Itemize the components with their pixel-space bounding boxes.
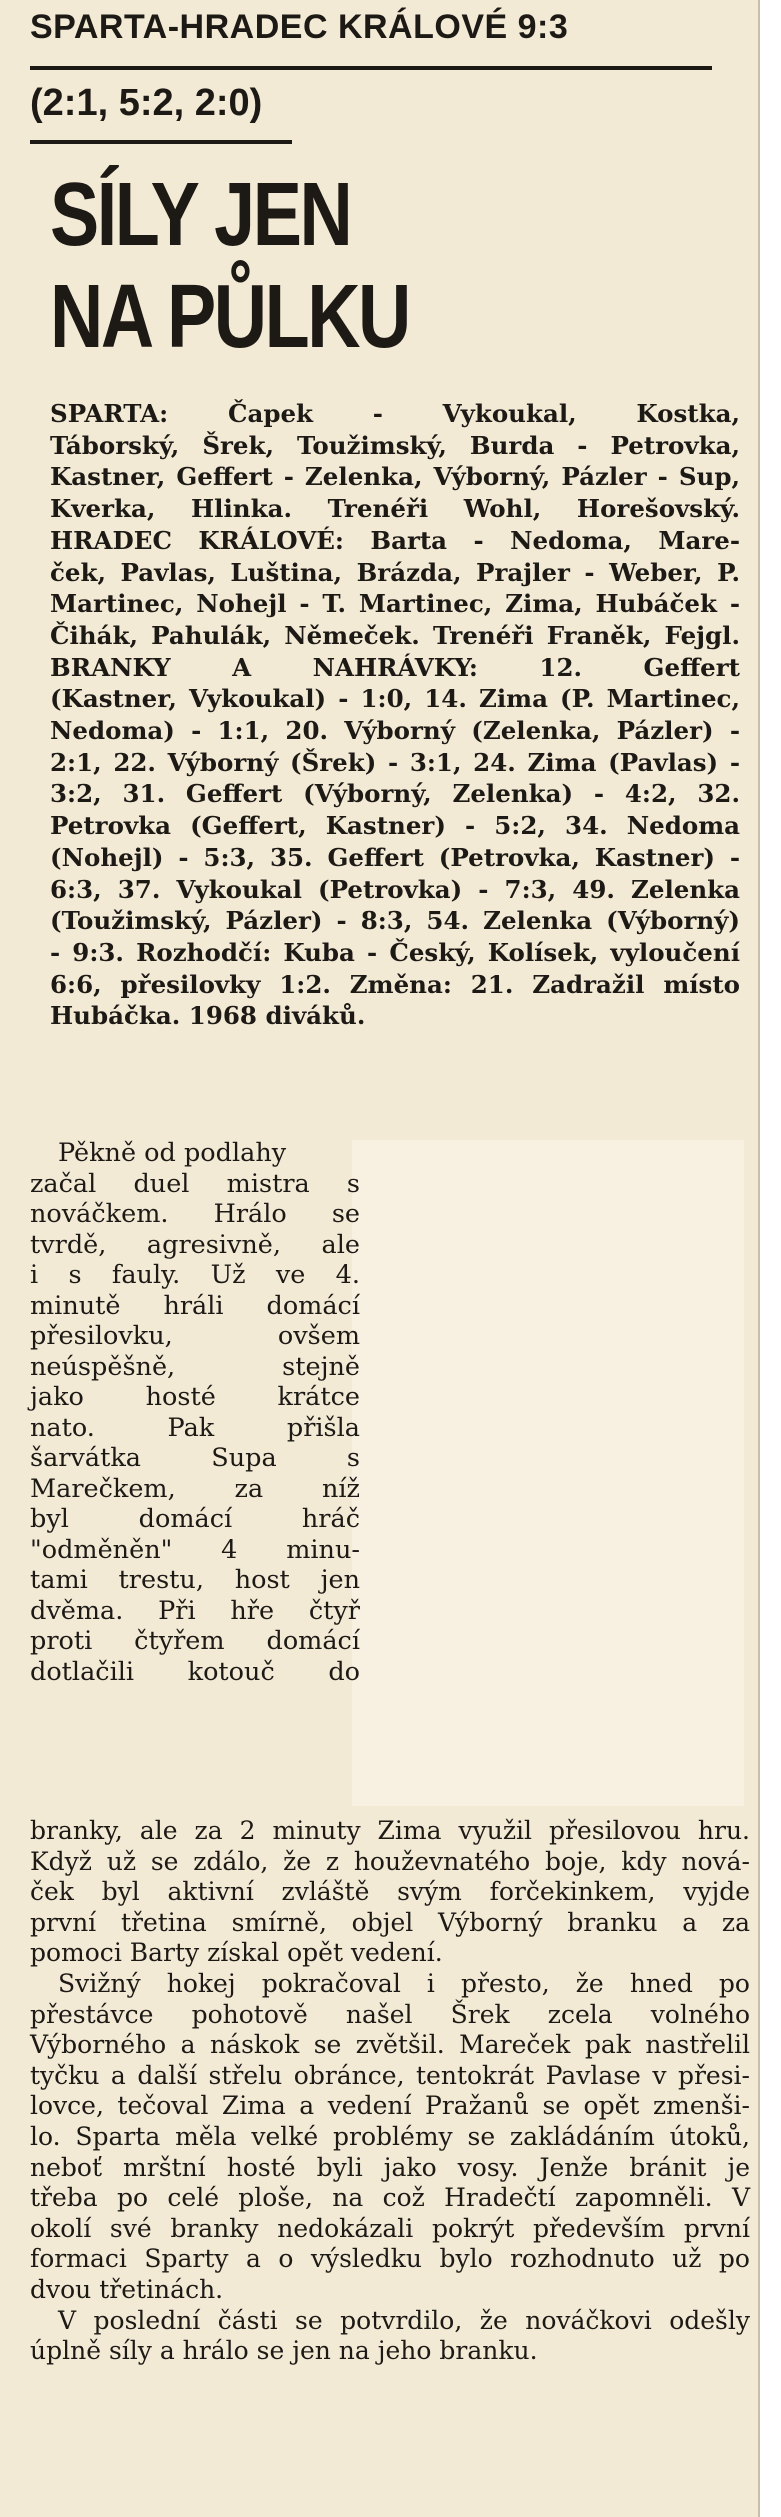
column-edge-line — [758, 0, 760, 2517]
body-line: tvrdě, agresivně, ale — [30, 1229, 360, 1260]
lineup-line: 6:3, 37. Vykoukal (Petrovka) - 7:3, 49. Zelenka — [50, 874, 740, 904]
body-line: dvěma. Při hře čtyř — [30, 1595, 360, 1626]
body-line: nováčkem. Hrálo se — [30, 1199, 360, 1229]
body-line: okolí své branky nedokázali pokrýt především první — [30, 2213, 750, 2243]
lineup-line: Nedoma) - 1:1, 20. Výborný (Zelenka, Pázler) - — [50, 716, 740, 746]
body-line: "odměněn" 4 minu- — [30, 1534, 360, 1565]
body-line: minutě hráli domácí — [30, 1290, 360, 1321]
lineup-line: (Nohejl) - 5:3, 35. Geffert (Petrovka, Kastner) - — [50, 842, 740, 872]
body-line: byl domácí hráč — [30, 1504, 360, 1534]
lineup-line: SPARTA: Čapek - Vykoukal, Kostka, — [50, 399, 740, 428]
lineup-line: HRADEC KRÁLOVÉ: Barta - Nedoma, Mare- — [50, 525, 740, 555]
lineup-line: Martinec, Nohejl - T. Martinec, Zima, Hubáček - — [50, 589, 740, 619]
body-line: tami trestu, host jen — [30, 1565, 360, 1595]
lineup-line: Petrovka (Geffert, Kastner) - 5:2, 34. Nedoma — [50, 811, 740, 841]
lineup-line: Táborský, Šrek, Toužimský, Burda - Petrovka, — [50, 430, 740, 460]
body-line: branky, ale za 2 minuty Zima využil přesilovou hru. — [30, 1816, 750, 1845]
period-rule — [30, 140, 292, 144]
body-line: Když už se zdálo, že z houževnatého boje, kdy nová- — [30, 1846, 750, 1876]
lineup-line: 6:6, přesilovky 1:2. Změna: 21. Zadražil místo — [50, 969, 740, 999]
page-edge — [760, 0, 781, 2517]
body-line: Marečkem, za níž — [30, 1473, 360, 1504]
body-line: i s fauly. Už ve 4. — [30, 1260, 360, 1290]
lineup-line: Čihák, Pahulák, Němeček. Trenéři Franěk, Fejgl. — [50, 620, 740, 650]
body-line: úplně síly a hrálo se jen na jeho branku. — [30, 2336, 538, 2366]
body-line: pomoci Barty získal opět vedení. — [30, 1938, 443, 1968]
lineup-line: - 9:3. Rozhodčí: Kuba - Český, Kolísek, vyloučení — [50, 937, 740, 967]
lineup-line: (Toužimský, Pázler) - 8:3, 54. Zelenka (Výborný) — [50, 906, 740, 936]
body-line: jako hosté krátce — [30, 1382, 360, 1412]
body-line: přesilovku, ovšem — [30, 1321, 360, 1351]
body-line: proti čtyřem domácí — [30, 1626, 360, 1656]
lineup-line: BRANKY A NAHRÁVKY: 12. Geffert — [50, 652, 740, 682]
lineup-line: Kastner, Geffert - Zelenka, Výborný, Pázler - Sup, — [50, 462, 740, 492]
article-body-narrow — [30, 1138, 360, 1687]
lineup-line: 3:2, 31. Geffert (Výborný, Zelenka) - 4:2, 32. — [50, 779, 740, 809]
body-line: lovce, tečoval Zima a vedení Pražanů se opět zmenši- — [30, 2091, 750, 2121]
body-line: přestávce pohotově našel Šrek zcela volného — [30, 1999, 750, 2029]
article-body-wide — [30, 1816, 750, 2367]
body-line: neboť mrštní hosté byli jako vosy. Jenže bránit je — [30, 2152, 750, 2182]
body-line: šarvátka Supa s — [30, 1443, 360, 1473]
body-line: začal duel mistra s — [30, 1168, 360, 1199]
body-line: první třetina smírně, objel Výborný branku a za — [30, 1907, 750, 1937]
lineup-line: 2:1, 22. Výborný (Šrek) - 3:1, 24. Zima (Pavlas) - — [50, 747, 740, 777]
body-line: nato. Pak přišla — [30, 1412, 360, 1443]
lineup-line: (Kastner, Vykoukal) - 1:0, 14. Zima (P. Martinec, — [50, 684, 740, 714]
lineup-line: Kverka, Hlinka. Trenéři Wohl, Horešovský. — [50, 494, 740, 524]
body-line: dotlačili kotouč do — [30, 1656, 360, 1687]
lineup-line: Hubáčka. 1968 diváků. — [50, 1001, 366, 1031]
lineup-line: ček, Pavlas, Luština, Brázda, Prajler - Weber, P. — [50, 557, 740, 587]
blank-photo-area — [352, 1140, 744, 1806]
body-line: Svižný hokej pokračoval i přesto, že hned po — [58, 1968, 750, 1998]
headline-line-2: NA PŮLKU — [50, 267, 409, 367]
period-scores: (2:1, 5:2, 2:0) — [30, 82, 263, 124]
lineups-and-goals — [50, 398, 740, 1032]
headline-line-1: SÍLY JEN — [50, 165, 351, 265]
match-score-heading: SPARTA-HRADEC KRÁLOVÉ 9:3 — [30, 8, 569, 46]
body-line: dvou třetinách. — [30, 2274, 224, 2304]
heading-rule — [30, 66, 712, 70]
body-line: neúspěšně, stejně — [30, 1351, 360, 1382]
body-line: Výborného a náskok se zvětšil. Mareček pak nastřelil — [30, 2030, 750, 2060]
body-line: ček byl aktivní zvláště svým forčekinkem, vyjde — [30, 1877, 750, 1907]
body-line: lo. Sparta měla velké problémy se zakládáním útoků, — [30, 2121, 750, 2151]
body-line: Pěkně od podlahy — [58, 1138, 287, 1168]
body-line: třeba po celé ploše, na což Hradečtí zapomněli. V — [30, 2183, 750, 2213]
body-line: V poslední části se potvrdilo, že nováčkovi odešly — [58, 2305, 750, 2335]
body-line: tyčku a další střelu obránce, tentokrát Pavlase v přesi- — [30, 2060, 750, 2090]
body-line: formaci Sparty a o výsledku bylo rozhodnuto už po — [30, 2244, 750, 2274]
